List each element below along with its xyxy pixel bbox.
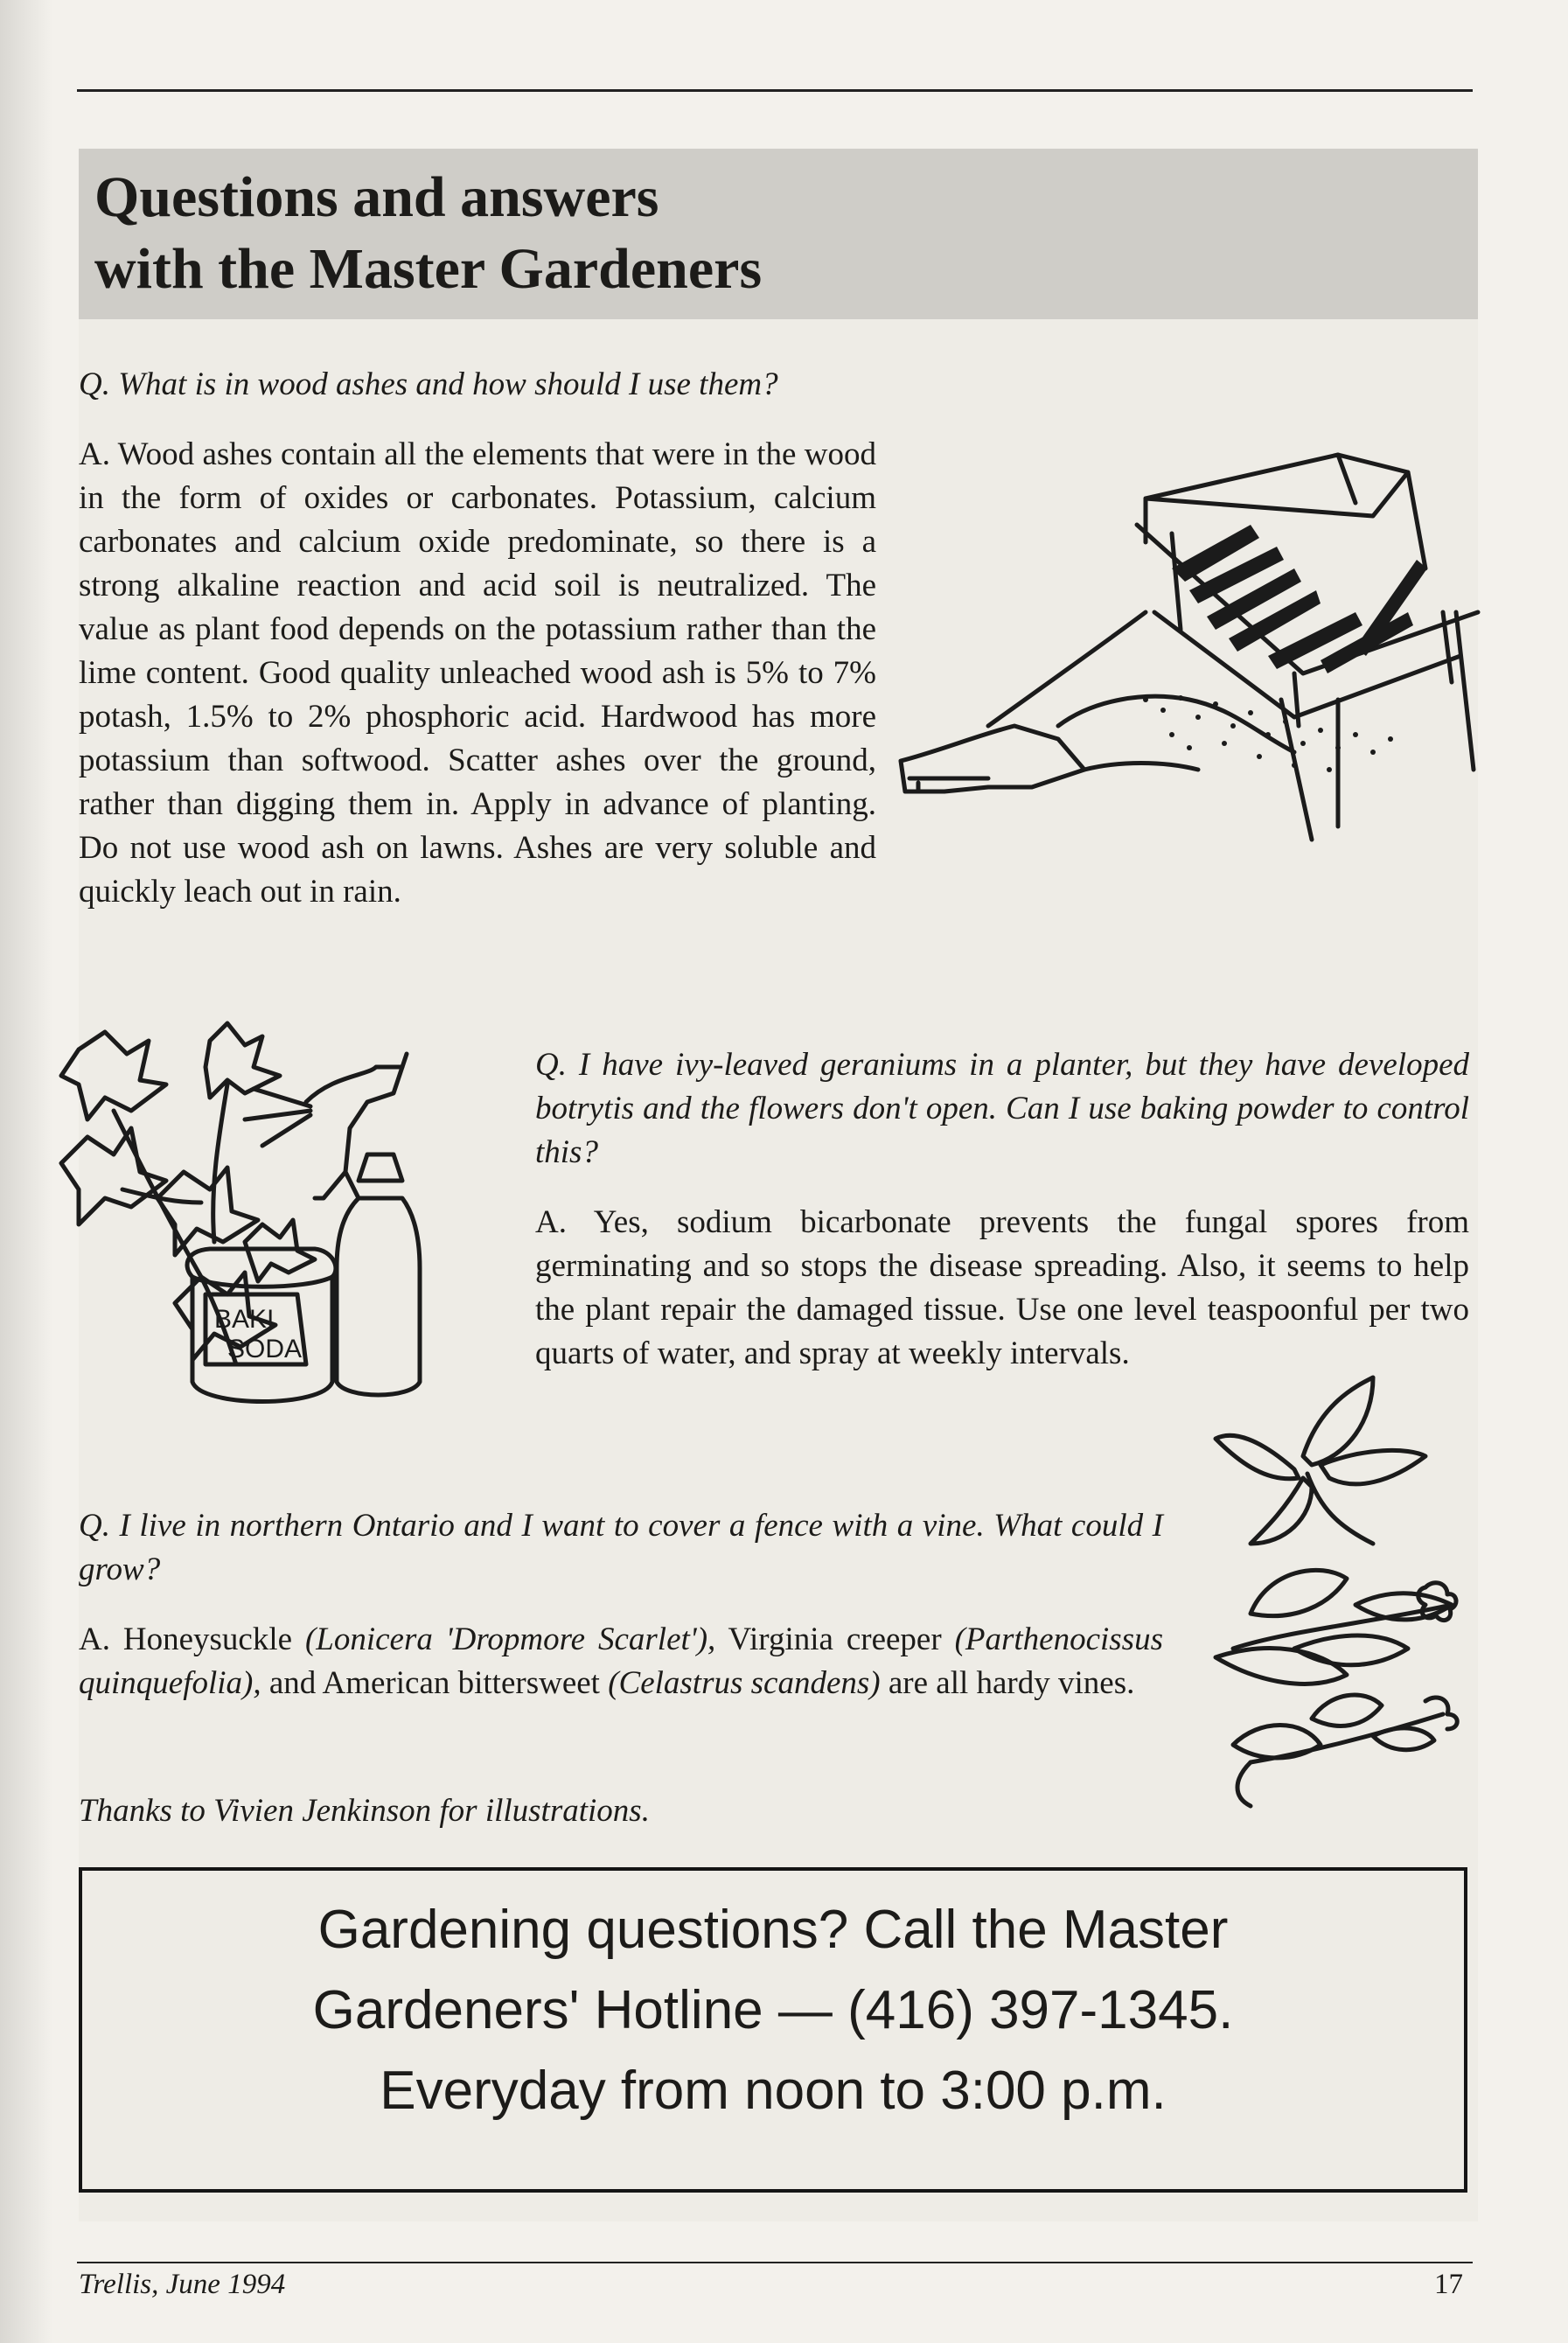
- answer-3: [79, 1618, 1163, 1705]
- bottom-rule: [77, 2262, 1473, 2263]
- answer-3-part-7: are all hardy vines.: [880, 1665, 1135, 1701]
- answer-3-part-4: (Parthenocissus quinquefolia),: [79, 1621, 1163, 1701]
- answer-3-part-2: (Lonicera 'Dropmore Scarlet'),: [304, 1621, 716, 1657]
- question-1: Q. What is in wood ashes and how should I use them?: [79, 366, 778, 402]
- answer-3-part-5: and American bittersweet: [261, 1665, 609, 1701]
- fireplace-ash-illustration: [883, 437, 1495, 848]
- question-2: Q. I have ivy-leaved geraniums in a planter, but they have developed botrytis and the flowers don't open. Can I use baking powder to control this?: [535, 1047, 1469, 1170]
- top-rule: [77, 89, 1473, 92]
- answer-2: A. Yes, sodium bicarbonate prevents the fungal spores from germinating and so stops the disease spreading. Also, it seems to help the plant repair the damaged tissue. Use one level teaspoonful per two quarts of water, and spray at weekly intervals.: [535, 1204, 1469, 1371]
- title-line-1: Questions and answers: [94, 165, 659, 229]
- illustration-credit: Thanks to Vivien Jenkinson for illustrations.: [79, 1793, 650, 1829]
- question-3: Q. I live in northern Ontario and I want to cover a fence with a vine. What could I grow?: [79, 1508, 1163, 1587]
- page-number: 17: [1434, 2269, 1463, 2300]
- vine-leaves-illustration: [1198, 1369, 1487, 1867]
- spray-bottle-illustration: [44, 1015, 533, 1417]
- answer-1: A. Wood ashes contain all the elements that were in the wood in the form of oxides or carbonates. Potassium, calcium carbonates and calcium oxide predominate, so there is a strong alkaline reaction and acid soil is neutralized. The value as plant food depends on the potassium rather than the lime content. Good quality unleached wood ash is 5% to 7% potash, 1.5% to 2% phosphoric acid. Hardwood has more potassium than softwood. Scatter ashes over the ground, rather than digging them in. Apply in advance of planting. Do not use wood ash on lawns. Ashes are very soluble and quickly leach out in rain.: [79, 436, 876, 910]
- page-title: [94, 162, 969, 305]
- answer-3-part-1: A. Honeysuckle: [79, 1621, 305, 1657]
- title-line-2: with the Master Gardeners: [94, 237, 763, 301]
- jar-label-line-2: SODA: [227, 1335, 303, 1363]
- hotline-line-2: Gardeners' Hotline — (416) 397-1345.: [312, 1980, 1234, 2040]
- answer-3-part-6: (Celastrus scandens): [608, 1665, 881, 1701]
- hotline-line-3: Everyday from noon to 3:00 p.m.: [380, 2061, 1167, 2121]
- hotline-line-1: Gardening questions? Call the Master: [317, 1900, 1229, 1960]
- answer-3-part-3: Virginia creeper: [715, 1621, 955, 1657]
- hotline-box: [79, 1867, 1467, 2193]
- footer-publication: Trellis, June 1994: [79, 2269, 286, 2300]
- jar-label-line-1: BAKI: [214, 1305, 275, 1334]
